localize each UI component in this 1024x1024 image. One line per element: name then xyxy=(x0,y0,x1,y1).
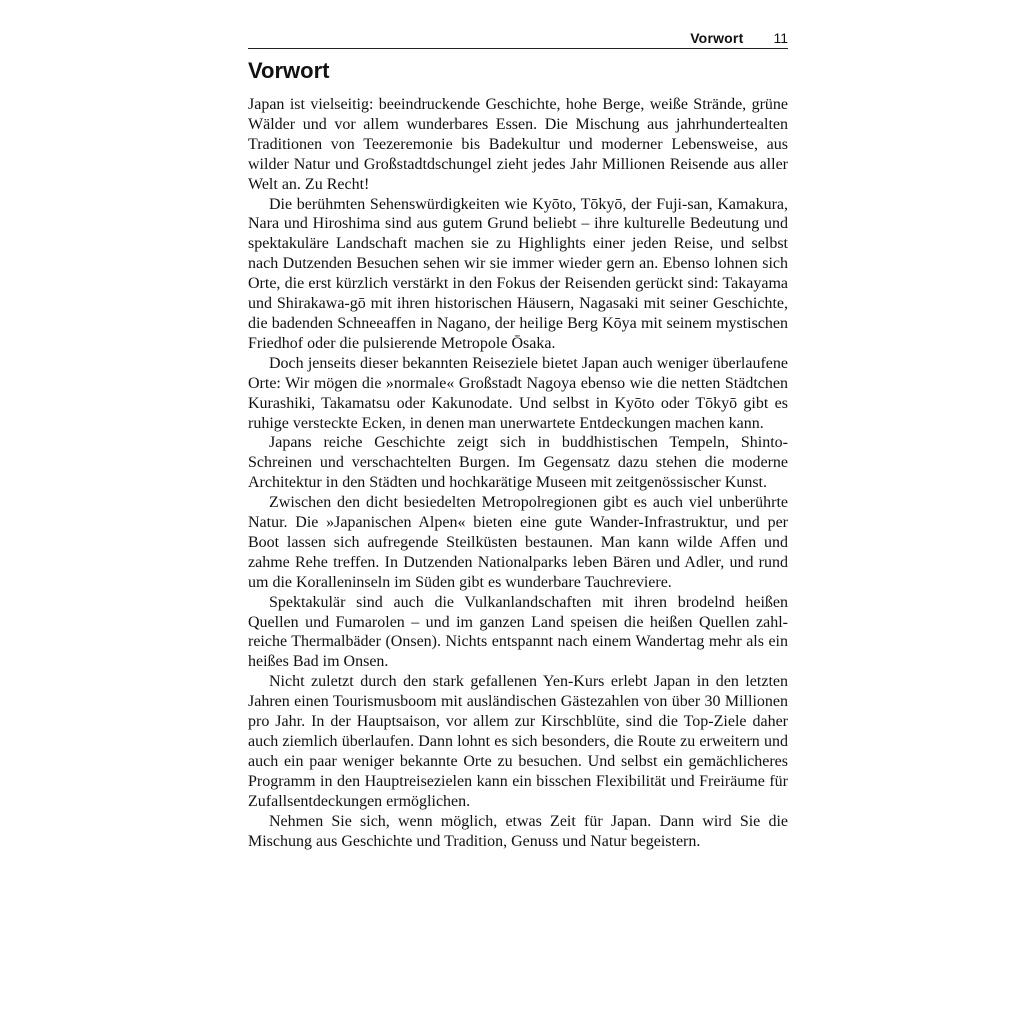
chapter-title: Vorwort xyxy=(248,58,330,83)
header-rule xyxy=(248,48,788,49)
running-header xyxy=(248,30,788,48)
paragraph: Spektakulär sind auch die Vulkanlandschaften mit ihren brodelnd heißen Quellen und Fumarolen – und im ganzen Land speisen die heißen Quellen zahlreiche Thermalbäder (Onsen). Nichts entspannt nach einem Wandertag mehr als ein heißes Bad im Onsen. xyxy=(248,593,788,671)
book-page xyxy=(248,0,788,1024)
paragraph: Zwischen den dicht besiedelten Metropolregionen gibt es auch viel unberührte Natur. Die »Japanischen Alpen« bieten eine gute Wander-Infrastruktur, und per Boot lassen sich aufregende Steilküsten bestaunen. Man kann wilde Affen und zahme Rehe treffen. In Dutzenden Nationalparks leben Bären und Adler, und rund um die Koralleninseln im Süden gibt es wunderbare Tauchreviere. xyxy=(248,494,788,591)
body-text xyxy=(248,95,788,851)
paragraph: Japan ist vielseitig: beeindruckende Geschichte, hohe Berge, weiße Strände, grüne Wälder und vor allem wunderbares Essen. Die Mischung aus jahrhundertealten Traditionen von Teezeremonie bis Badekultur und moderner Lebensweise, aus wilder Natur und Großstadtdschungel zieht jedes Jahr Millionen Reisende aus aller Welt an. Zu Recht! xyxy=(248,96,788,193)
paragraph: Die berühmten Sehenswürdigkeiten wie Kyōto, Tōkyō, der Fuji-san, Kamakura, Nara und Hiroshima sind aus gutem Grund beliebt – ihre kulturelle Bedeutung und spektakuläre Landschaft machen sie zu Highlights einer jeden Reise, und selbst nach Dutzenden Besuchen sehen wir sie immer wieder gern an. Ebenso lohnen sich Orte, die erst kürzlich verstärkt in den Fokus der Reisenden gerückt sind: Takayama und Shirakawa-gō mit ihren historischen Häusern, Nagasaki mit seiner Geschichte, die badenden Schneeaffen in Nagano, der heilige Berg Kōya mit seinem mystischen Friedhof oder die pulsierende Metropole Ōsaka. xyxy=(248,195,788,352)
page-number: 11 xyxy=(773,30,788,46)
paragraph: Nicht zuletzt durch den stark gefallenen Yen-Kurs erlebt Japan in den letzten Jahren einen Tourismusboom mit ausländischen Gästezahlen von über 30 Millionen pro Jahr. In der Hauptsaison, vor allem zur Kirschblüte, sind die Top-Ziele daher auch ziemlich überlaufen. Dann lohnt es sich besonders, die Route zu erweitern und auch ein paar weniger bekannte Orte zu besuchen. Und selbst ein gemächlicheres Programm in den Hauptreisezielen kann ein bisschen Flexibilität und Freiräume für Zufallsentdeckungen ermöglichen. xyxy=(248,673,788,810)
paragraph: Nehmen Sie sich, wenn möglich, etwas Zeit für Japan. Dann wird Sie die Mischung aus Geschichte und Tradition, Genuss und Natur begeistern. xyxy=(248,812,788,850)
running-header-section: Vorwort xyxy=(690,30,744,46)
paragraph: Japans reiche Geschichte zeigt sich in buddhistischen Tempeln, Shinto-Schreinen und verschachtelten Burgen. Im Gegensatz dazu stehen die moderne Architektur in den Städten und hochkarätige Museen mit zeitgenössischer Kunst. xyxy=(248,434,788,492)
paragraph: Doch jenseits dieser bekannten Reiseziele bietet Japan auch weniger überlaufene Orte: Wir mögen die »normale« Großstadt Nagoya ebenso wie die netten Städtchen Kurashiki, Takamatsu oder Kakunodate. Und selbst in Kyōto oder Tōkyō gibt es ruhige versteckte Ecken, in denen man unerwartete Entdeckungen machen kann. xyxy=(248,354,788,432)
